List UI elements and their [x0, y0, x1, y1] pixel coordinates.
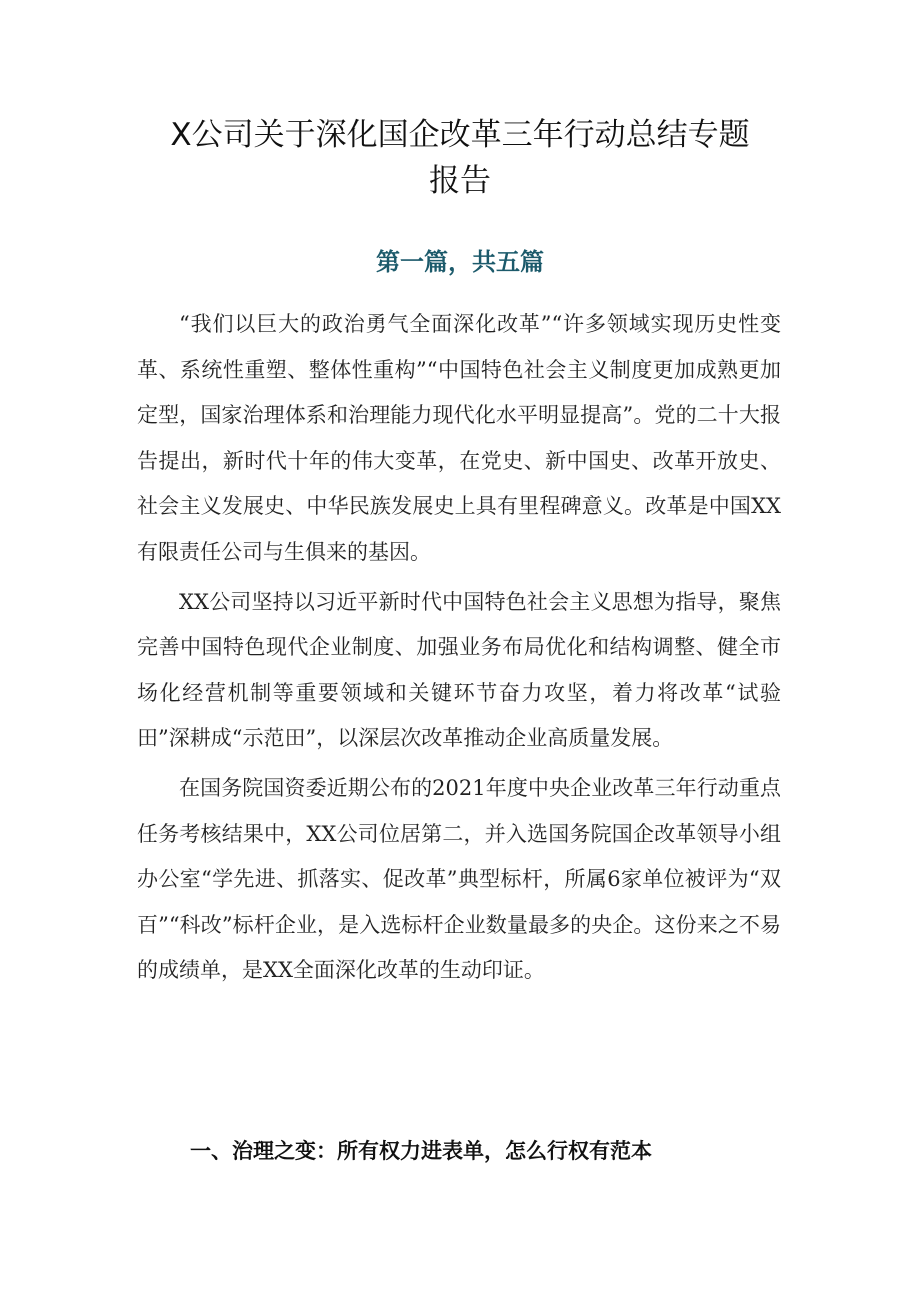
document-title-line-1: X公司关于深化国企改革三年行动总结专题 [170, 117, 750, 153]
document-body [137, 302, 781, 994]
document-title [110, 112, 810, 204]
paragraph-3: 在国务院国资委近期公布的2021年度中央企业改革三年行动重点任务考核结果中，XX公司位居第二，并入选国务院国企改革领导小组办公室“学先进、抓落实、促改革”典型标杆，所属6家单位被评为“双百”“科改”标杆企业，是入选标杆企业数量最多的央企。这份来之不易的成绩单，是XX全面深化改革的生动印证。 [137, 775, 781, 983]
section-heading: 一、治理之变：所有权力进表单，怎么行权有范本 [190, 1139, 652, 1163]
document-title-line-2: 报告 [429, 163, 491, 199]
paragraph-2: XX公司坚持以习近平新时代中国特色社会主义思想为指导，聚焦完善中国特色现代企业制度、加强业务布局优化和结构调整、健全市场化经营机制等重要领域和关键环节奋力攻坚，着力将改革“试验田”深耕成“示范田”，以深层次改革推动企业高质量发展。 [137, 589, 781, 751]
part-heading: 第一篇，共五篇 [376, 248, 544, 276]
paragraph-1: “我们以巨大的政治勇气全面深化改革”“许多领域实现历史性变革、系统性重塑、整体性重构”“中国特色社会主义制度更加成熟更加定型，国家治理体系和治理能力现代化水平明显提高”。党的二十大报告提出，新时代十年的伟大变革，在党史、新中国史、改革开放史、社会主义发展史、中华民族发展史上具有里程碑意义。改革是中国XX有限责任公司与生俱来的基因。 [137, 312, 781, 564]
